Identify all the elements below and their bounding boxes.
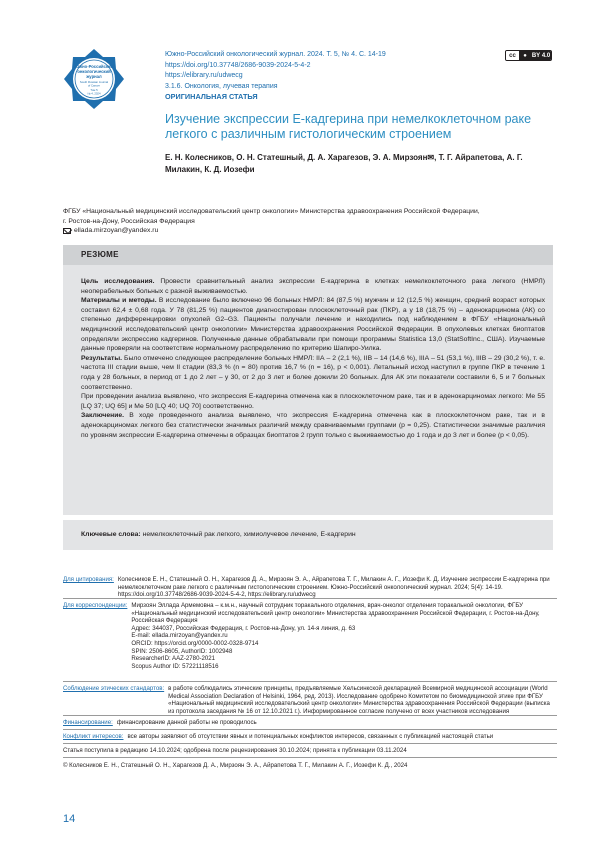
- journal-logo: [63, 48, 125, 110]
- svg-text:South Russian Journal: South Russian Journal: [79, 80, 109, 84]
- correspondence-block: [63, 602, 557, 670]
- abstract-heading: РЕЗЮМЕ: [81, 250, 119, 259]
- abstract-methods: Материалы и методы. В исследование было включено 96 больных НМРЛ: 84 (87,5 %) мужчин и 12 (12,5 %) женщин, средний возраст которых составил 62,4 ± 0,68 года. У 78 (81,25 %) пациентов диагностирован плоскоклеточный рак (ПКР), а у 18 (18,75 %) – аденокарцинома (АК) со степенью дифференцировки опухолей G2–G3. Пациенты получали лечение и находились под наблюдением в ФГБУ «Национальный медицинский исследовательский центр онкологии» Министерства здравоохранения Российской Федерации. В опухолевых клетках биоптатов определяли экспрессию кадгеринов. Полученные данные обрабатывали при помощи программы Statistica 13,0 (StatSoftInc., США). Изучаемые данные проверяли на соответствие нормальному распределению по критерию Шапиро-Уилка.: [81, 297, 545, 353]
- affiliation-line-2: г. Ростов-на-Дону, Российская Федерация: [63, 217, 195, 225]
- dates-line: Статья поступила в редакцию 14.10.2024; одобрена после рецензирования 30.10.2024; принята к публикации 03.11.2024: [63, 747, 407, 754]
- abstract-header-bar: [63, 245, 553, 265]
- article-title: Изучение экспрессии Е-кадгерина при немелкоклеточном раке легкого с различным гистологическим строением: [165, 112, 532, 141]
- abstract-aim: Цель исследования. Провести сравнительный анализ экспрессии Е-кадгерина в клетках немелкоклеточного рака легкого (НМРЛ) неоперабельных больных с разной выживаемостью.: [81, 278, 545, 295]
- license-label: BY 4.0: [531, 52, 551, 59]
- ethics-label: Соблюдение этических стандартов:: [63, 685, 165, 692]
- journal-header: [165, 50, 545, 103]
- correspondence-orcid[interactable]: ORCID: https://orcid.org/0000-0002-0328-9714: [131, 639, 259, 647]
- affiliation-line-1: ФГБУ «Национальный медицинский исследовательский центр онкологии» Министерства здравоохранения Российской Федерации,: [63, 208, 480, 215]
- divider: [63, 729, 557, 730]
- ethics-value: в работе соблюдались этические принципы, предъявляемые Хельсинкской декларацией Всемирной медицинской ассоциации (World Medical Association Declaration of Helsinki, 1964, ред. 2013). Исследование одобрено Комитетом по биомедицинской этике при ФГБУ «Национальный медицинский исследовательский центр онкологии» Министерства здравоохранения Российской Федерации (выписка из протокола заседания № 16 от 12.10.2021 г.). Информированное согласие получено от всех участников исследования: [168, 685, 550, 715]
- citation-block: [63, 576, 557, 599]
- affiliation: [63, 207, 553, 236]
- correspondence-email[interactable]: E-mail: ellada.mirzoyan@yandex.ru: [131, 632, 228, 640]
- doi-link[interactable]: https://doi.org/10.37748/2686-9039-2024-5-4-2: [165, 61, 311, 69]
- citation-label: Для цитирования:: [63, 576, 114, 583]
- conflict-value: все авторы заявляют об отсутствии явных и потенциальных конфликтов интересов, связанных с публикацией настоящей статьи: [127, 733, 494, 740]
- divider: [63, 757, 557, 758]
- abstract-results-2: При проведении анализа выявлено, что экспрессия Е-кадгерина отмечена как в плоскоклеточном раке, так и в аденокарциномах легкого: Ме 55 [LQ 37; UQ 65] и Ме 50 [LQ 40; UQ 70] соответственно.: [81, 393, 545, 410]
- cc-license-badge[interactable]: [505, 50, 552, 61]
- abstract-conclusion: Заключение. В ходе проведенного анализа выявлено, что экспрессия Е-кадгерина отмечена как в плоскоклеточном раке, так и в аденокарциномах легкого без статистически значимых различий между сравниваемыми группами (p = 0,25). Статистически значимые различия по уровням экспрессии Е-кадгерина отмечены в образцах биоптатов 2 групп только с выживаемостью до 1 года и до 3 лет и более (p < 0,05).: [81, 412, 546, 439]
- envelope-icon: [63, 228, 71, 234]
- attribution-icon: ●: [519, 51, 531, 60]
- funding-value: финансирование данной работы не проводилось: [116, 719, 257, 726]
- authors-list: Е. Н. Колесников, О. Н. Статешный, Д. А. Харагезов, Э. А. Мирзоян✉, Т. Г. Айрапетова, А. Г. Милакин, К. Д. Иозефи: [165, 153, 523, 174]
- divider: [63, 743, 557, 744]
- page-number: 14: [63, 813, 76, 825]
- citation-value: Колесников Е. Н., Статешный О. Н., Харагезов Д. А., Мирзоян Э. А., Айрапетова Т. Г., Милакин А. Г., Иозефи К. Д. Изучение экспрессии Е-кадгерина при немелкоклеточном раке легкого с различным гистологическим строением. Южно-Российский онкологический журнал. 2024; 5(4): 14-19. https://doi.org/10.37748/2686-9039-2024-5-4-2, https://elibrary.ru/udwecg: [117, 576, 550, 599]
- copyright-line: © Колесников Е. Н., Статешный О. Н., Харагезов Д. А., Мирзоян Э. А., Айрапетова Т. Г., Милакин А. Г., Иозефи К. Д., 2024: [63, 762, 408, 769]
- keywords-value: немелкоклеточный рак легкого, химиолучевое лечение, Е-кадгерин: [142, 531, 356, 538]
- svg-text:онкологический: онкологический: [77, 69, 111, 74]
- divider: [63, 598, 557, 599]
- elibrary-link[interactable]: https://elibrary.ru/udwecg: [165, 72, 243, 80]
- conflict-label: Конфликт интересов:: [63, 733, 124, 740]
- ethics-block: [63, 685, 557, 715]
- keywords-box: [63, 520, 553, 550]
- svg-text:журнал: журнал: [86, 74, 102, 79]
- funding-label: Финансирование:: [63, 719, 113, 726]
- correspondence-author: Мирзоян Эллада Армемовна – к.м.н., научный сотрудник торакального отделения, врач-онколог отделения торакальной онкологии, ФГБУ «Национальный медицинский исследовательский центр онкологии» Министерства здравоохранения Российской Федерации, г. Ростов-на-Дону, Российская Федерация: [131, 602, 540, 625]
- conflict-block: [63, 733, 557, 741]
- abstract-box: [63, 245, 553, 515]
- abstract-body: [81, 277, 545, 440]
- svg-text:Том 5: Том 5: [90, 88, 98, 92]
- divider: [63, 715, 557, 716]
- funding-block: [63, 719, 557, 727]
- svg-text:of Cancer: of Cancer: [87, 83, 101, 88]
- specialty-line: 3.1.6. Онкология, лучевая терапия: [165, 82, 278, 90]
- correspondence-scopus: Scopus Author ID: 57221118516: [131, 662, 219, 670]
- correspondence-address: Адрес: 344037, Российская Федерация, г. Ростов-на-Дону, ул. 14-я линия, д. 63: [131, 624, 356, 632]
- affiliation-email-row: [63, 226, 553, 236]
- correspondence-researcherid: ResearcherID: AAZ-2780-2021: [131, 655, 216, 663]
- journal-citation-line: Южно-Российский онкологический журнал. 2024. Т. 5, № 4. С. 14-19: [165, 51, 386, 58]
- svg-text:№ 4, 2024: № 4, 2024: [87, 91, 101, 96]
- correspondence-label: Для корреспонденции:: [63, 602, 128, 609]
- cc-icon: cc: [506, 51, 519, 60]
- correspondence-spin: SPIN: 2506-8605, AuthorID: 1002948: [131, 647, 233, 655]
- svg-text:Южно-Российский: Южно-Российский: [74, 64, 114, 69]
- abstract-results: Результаты. Было отмечено следующее распределение больных НМРЛ: IIА – 2 (2,1 %), IIВ – 14 (14,6 %), IIIА – 51 (53,1 %), IIIВ – 29 (30,2 %), т. е. частота III стадии выше, чем II стадии (83,3 % (n = 80) против 16,7 % (n = 16), p < 0,001). Летальный исход наступил в группе ПКР в течение 1 года у 28 больных, в период от 1 до 2 лет – у 30, от 2 до 3 лет и более дожили 20 больных. Для АК эти показатели составили 6, 5 и 7 больных соответственно.: [81, 354, 545, 391]
- divider: [63, 681, 557, 682]
- affiliation-email[interactable]: ellada.mirzoyan@yandex.ru: [74, 227, 159, 234]
- keywords-label: Ключевые слова:: [81, 531, 141, 538]
- article-type: ОРИГИНАЛЬНАЯ СТАТЬЯ: [165, 92, 258, 102]
